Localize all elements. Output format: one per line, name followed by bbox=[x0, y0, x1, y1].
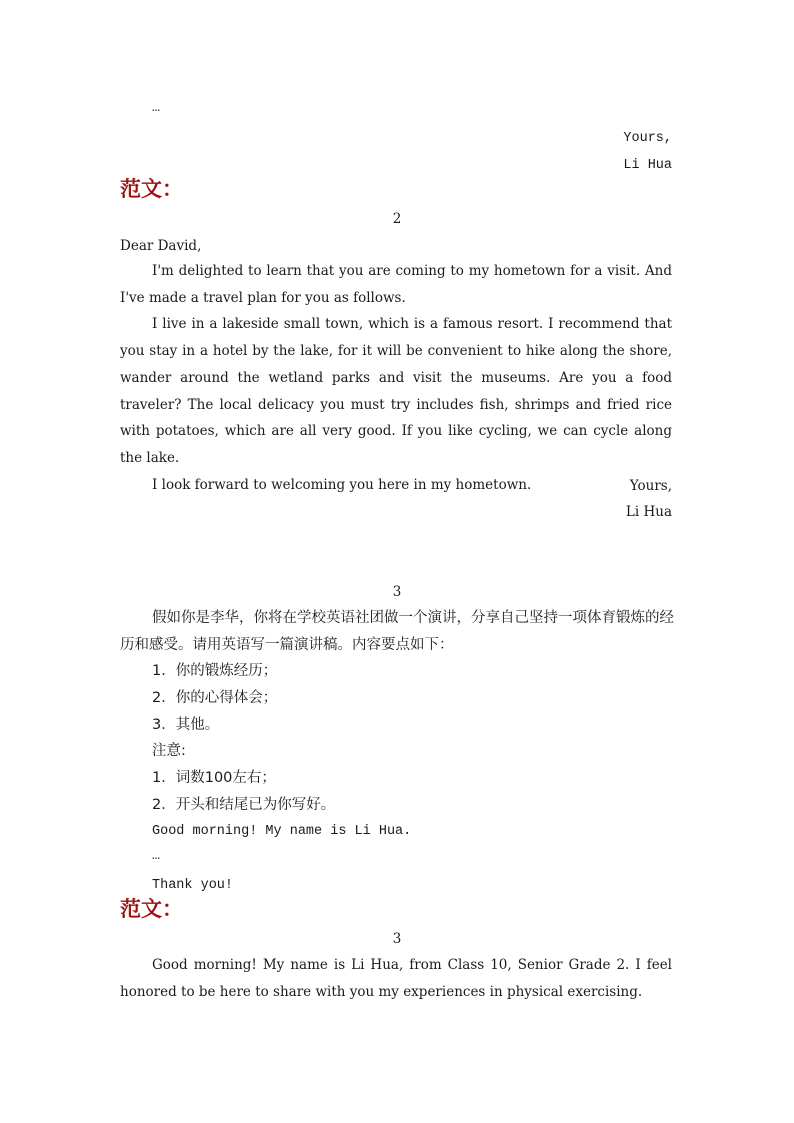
speech-ending: Thank you! bbox=[152, 878, 234, 893]
sample-heading: 范文： bbox=[120, 176, 183, 201]
letter-signature: Li Hua bbox=[625, 504, 672, 520]
task-point: 1．你的锻炼经历； bbox=[152, 663, 278, 679]
signature: Li Hua bbox=[623, 158, 672, 173]
ellipsis: … bbox=[152, 101, 161, 116]
task-prompt: 假如你是李华，你将在学校英语社团做一个演讲，分享自己坚持一项体育锻炼的经历和感受。请用英语写一篇演讲稿。内容要点如下： bbox=[120, 610, 674, 653]
task-note: 1．词数100左右； bbox=[152, 770, 276, 786]
letter-paragraph: I look forward to welcoming you here in my hometown. bbox=[152, 476, 532, 493]
letter-closing: Yours, bbox=[629, 478, 672, 494]
task-point: 3．其他。 bbox=[152, 717, 220, 733]
task-note: 2．开头和结尾已为你写好。 bbox=[152, 797, 336, 813]
sample-number: 2 bbox=[392, 211, 402, 227]
sample-heading: 范文： bbox=[120, 896, 183, 921]
ellipsis: … bbox=[152, 849, 161, 864]
task-number: 3 bbox=[392, 584, 402, 600]
letter-paragraph: I'm delighted to learn that you are coming to my hometown for a visit. And I've made a travel plan for you as follows. bbox=[120, 263, 672, 306]
sample-number: 3 bbox=[392, 931, 402, 947]
letter-paragraph: I live in a lakeside small town, which is a famous resort. I recommend that you stay in a hotel by the lake, for it will be convenient to hike along the shore, wander around the wetland parks and visit the museums. Are you a food traveler? The local delicacy you must try includes fish, shrimps and fried rice with potatoes, which are all very good. If you like cycling, we can cycle along the lake. bbox=[120, 316, 672, 466]
speech-opening: Good morning! My name is Li Hua. bbox=[152, 824, 412, 839]
task-point: 2．你的心得体会； bbox=[152, 690, 278, 706]
closing: Yours, bbox=[623, 131, 672, 146]
letter-body bbox=[120, 258, 672, 498]
speech-body bbox=[120, 952, 672, 1005]
note-label: 注意: bbox=[152, 743, 186, 759]
letter-salutation: Dear David, bbox=[120, 238, 202, 254]
speech-paragraph: Good morning! My name is Li Hua, from Class 10, Senior Grade 2. I feel honored to be here to share with you my experiences in physical exercising. bbox=[120, 957, 672, 1000]
